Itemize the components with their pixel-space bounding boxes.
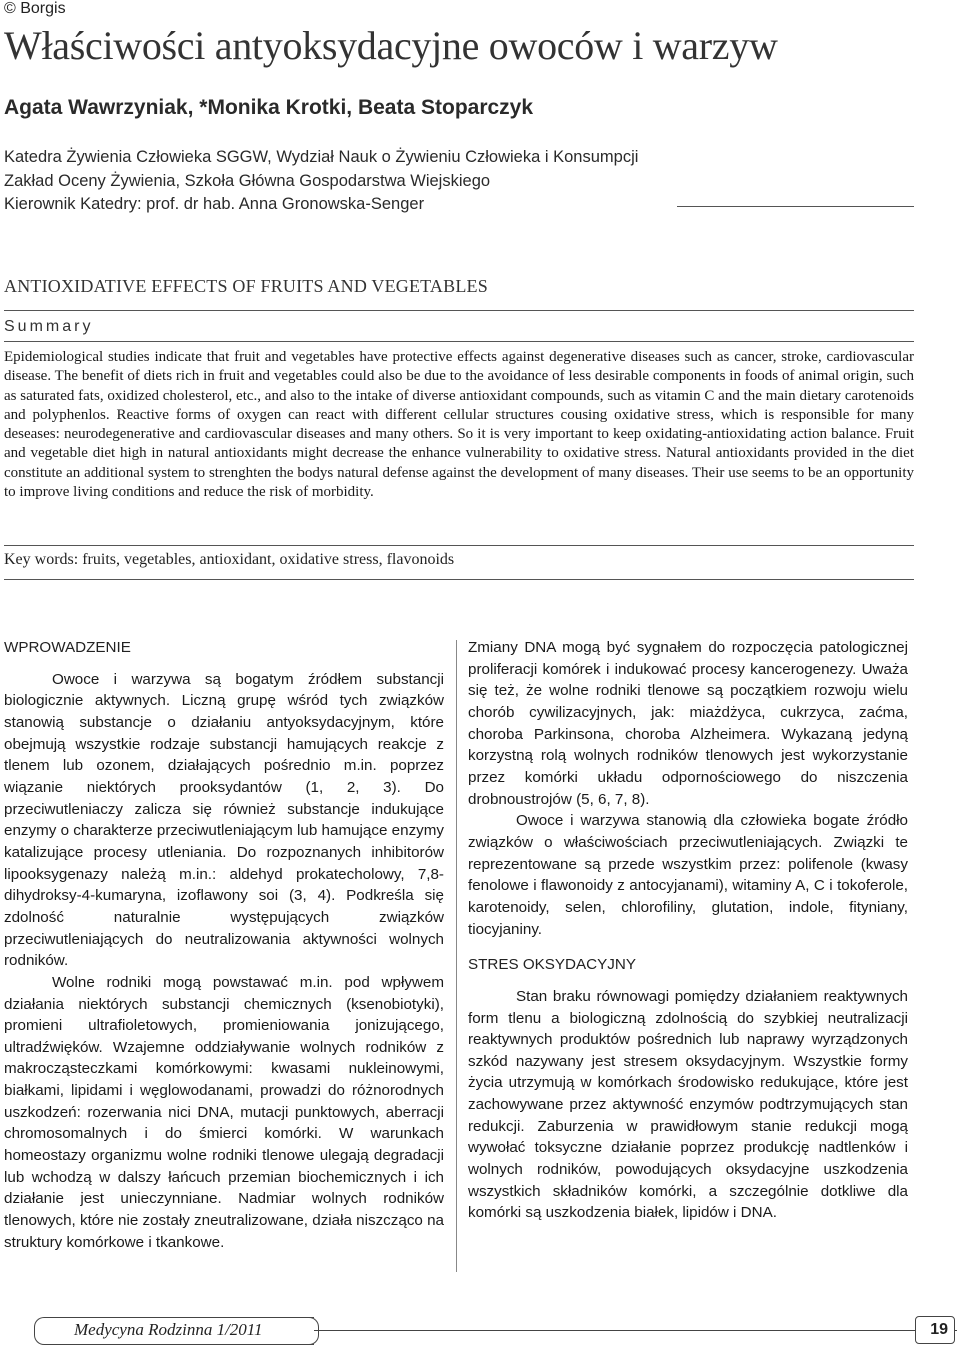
body-paragraph: Zmiany DNA mogą być sygnałem do rozpoczęcia patologicznej proliferacji komórek i indukować procesy kancerogenezy. Uważa się też, że wolne rodniki tlenowe są początkiem rozwoju wielu chorób cywilizacyjnych, jak: miażdżyca, cukrzyca, zaćma, choroba Parkinsona, choroba Alzheimera. Wykazaną jedyną korzystną rolą wolnych rodników tlenowych jest wykorzystanie przez komórki układu odpornościowego do niszczenia drobnoustrojów (5, 6, 7, 8). xyxy=(468,639,908,808)
article-title: Właściwości antyoksydacyjne owoców i warzyw xyxy=(4,23,778,68)
affiliation-line: Katedra Żywienia Człowieka SGGW, Wydział Nauk o Żywieniu Człowieka i Konsumpcji xyxy=(4,148,639,166)
affiliation-block xyxy=(4,146,638,217)
page-number: 19 xyxy=(915,1316,955,1344)
divider-rule xyxy=(4,341,914,342)
body-paragraph: Owoce i warzywa stanowią dla człowieka bogate źródło związków o właściwościach przeciwutleniających. Związki te reprezentowane są przede wszystkim przez: polifenole (kwasy fenolowe i flawonoidy z antocyjanami), witaminy A, C i tokoferole, karotenoidy, selen, chlorofiliny, glutation, indole, fityniany, tiocyjaniny. xyxy=(468,812,908,938)
footer-bracket-right xyxy=(304,1317,319,1345)
divider-rule xyxy=(4,310,914,311)
body-paragraph: Wolne rodniki mogą powstawać m.in. pod wpływem działania niektórych substancji chemicznych (ksenobiotyki), promieni ultrafioletowych, promieniowania jonizującego, ultradźwięków. Wzajemne oddziaływanie wolnych rodników z makrocząsteczkami komórkowymi: kwasami nukleinowymi, białkami, lipidami i węglowodanami, prowadzi do różnorodnych uszkodzeń: rozerwania nici DNA, mutacji punktowych, aberracji chromosomalnych i do śmierci komórki. W warunkach homeostazy organizmu wolne rodniki tlenowe ulegają degradacji lub wchodzą w dalszy łańcuch przemian biochemicznych i ich działanie jest unieczynniane. Nadmiar wolnych rodników tlenowych, które nie zostały zneutralizowane, działa niszcząco na struktury komórkowe i tkankowe. xyxy=(4,973,444,1251)
body-paragraph: Stan braku równowagi pomiędzy działaniem reaktywnych form tlenu a biologiczną zdolnością do szybkiej neutralizacji reaktywnych produktów pośrednich lub naprawy wyrządzonych szkód nazywany jest stresem oksydacyjnym. Wszystkie formy życia utrzymują w komórkach środowisko redukujące, które jest zachowywane przez aktywność enzymów podtrzymujących stan redukcji. Zaburzenia w prawidłowym stanie redukcji mogą wywołać toksyczne działanie poprzez produkcję nadtlenków i wolnych rodników, powodujących oksydacyjne uszkodzenia wszystkich składników komórki, a szczególnie dotkliwe dla komórki są uszkodzenia białek, lipidów i DNA. xyxy=(468,987,908,1222)
left-column xyxy=(4,637,444,1253)
journal-frame xyxy=(44,1317,314,1345)
column-divider xyxy=(456,640,457,1272)
publisher-mark: © Borgis xyxy=(4,0,66,17)
footer-rule xyxy=(314,1330,957,1331)
affiliation-rule xyxy=(677,206,914,207)
authors-line: Agata Wawrzyniak, *Monika Krotki, Beata Stoparczyk xyxy=(4,96,534,119)
summary-label: Summary xyxy=(4,318,94,335)
english-title: ANTIOXIDATIVE EFFECTS OF FRUITS AND VEGETABLES xyxy=(4,276,488,296)
section-heading-oxidative-stress: STRES OKSYDACYJNY xyxy=(468,956,636,974)
abstract-text: Epidemiological studies indicate that fruit and vegetables have protective effects against degenerative diseases such as cancer, stroke, cardiovascular disease. The benefit of diets rich in fruit and vegetables could also be due to the avoidance of less desirable components in foods of animal origin, such as saturated fats, oxidized cholesterol, etc., and also to the intake of diverse antioxidant compounds, such as vitamin C and the main dietary carotenoids and polyphenlos. Reactive forms of oxygen can react with different cellular structures cousing oxidative stress, which is responsible for many deseases: neurodegenerative and cardiovascular diseases and many others. So it is very important to keep oxidating-antioxidating action balance. Fruit and vegetable diet high in natural antioxidants might decrease the enhance vulnerability to oxidative stress. Natural antioxidants provided in the diet constitute an additional system to strenghten the bodys natural defense against the development of many diseases. Their use seems to be an opportunity to improve living conditions and reduce the risk of morbidity. xyxy=(4,349,914,501)
journal-name: Medycyna Rodzinna 1/2011 xyxy=(74,1320,263,1339)
keywords-line: Key words: fruits, vegetables, antioxidant, oxidative stress, flavonoids xyxy=(4,551,455,568)
affiliation-line: Kierownik Katedry: prof. dr hab. Anna Gronowska-Senger xyxy=(4,195,425,213)
divider-rule xyxy=(4,579,914,580)
divider-rule xyxy=(4,545,914,546)
section-heading-introduction: WPROWADZENIE xyxy=(4,639,131,656)
affiliation-line: Zakład Oceny Żywienia, Szkoła Główna Gospodarstwa Wiejskiego xyxy=(4,171,491,190)
body-paragraph: Owoce i warzywa są bogatym źródłem substancji biologicznie aktywnych. Liczną grupę wśród tych związków stanowią substancje o działaniu antyoksydacyjnym, które obejmują wszystkie rodzaje substancji hamujących reakcje z tlenem lub ozonem, działających pośrednio m.in. poprzez wiązanie niektórych prooksydantów (1, 2, 3). Do przeciwutleniaczy zalicza się również substancje indukujące enzymy o charakterze przeciwutleniającym lub hamujące enzymy katalizujące procesy utleniania. Do rozpoznanych inhibitorów lipooksygenazy należą m.in.: aldehyd prokatecholowy, 7,8-dihydroksy-4-kumaryna, izoflawony soi (3, 4). Podkreśla się zdolność naturalnie występujących związków przeciwutleniających do neutralizowania aktywności wolnych rodników. xyxy=(4,670,444,970)
page-footer xyxy=(4,1317,957,1345)
right-column xyxy=(468,637,908,1224)
